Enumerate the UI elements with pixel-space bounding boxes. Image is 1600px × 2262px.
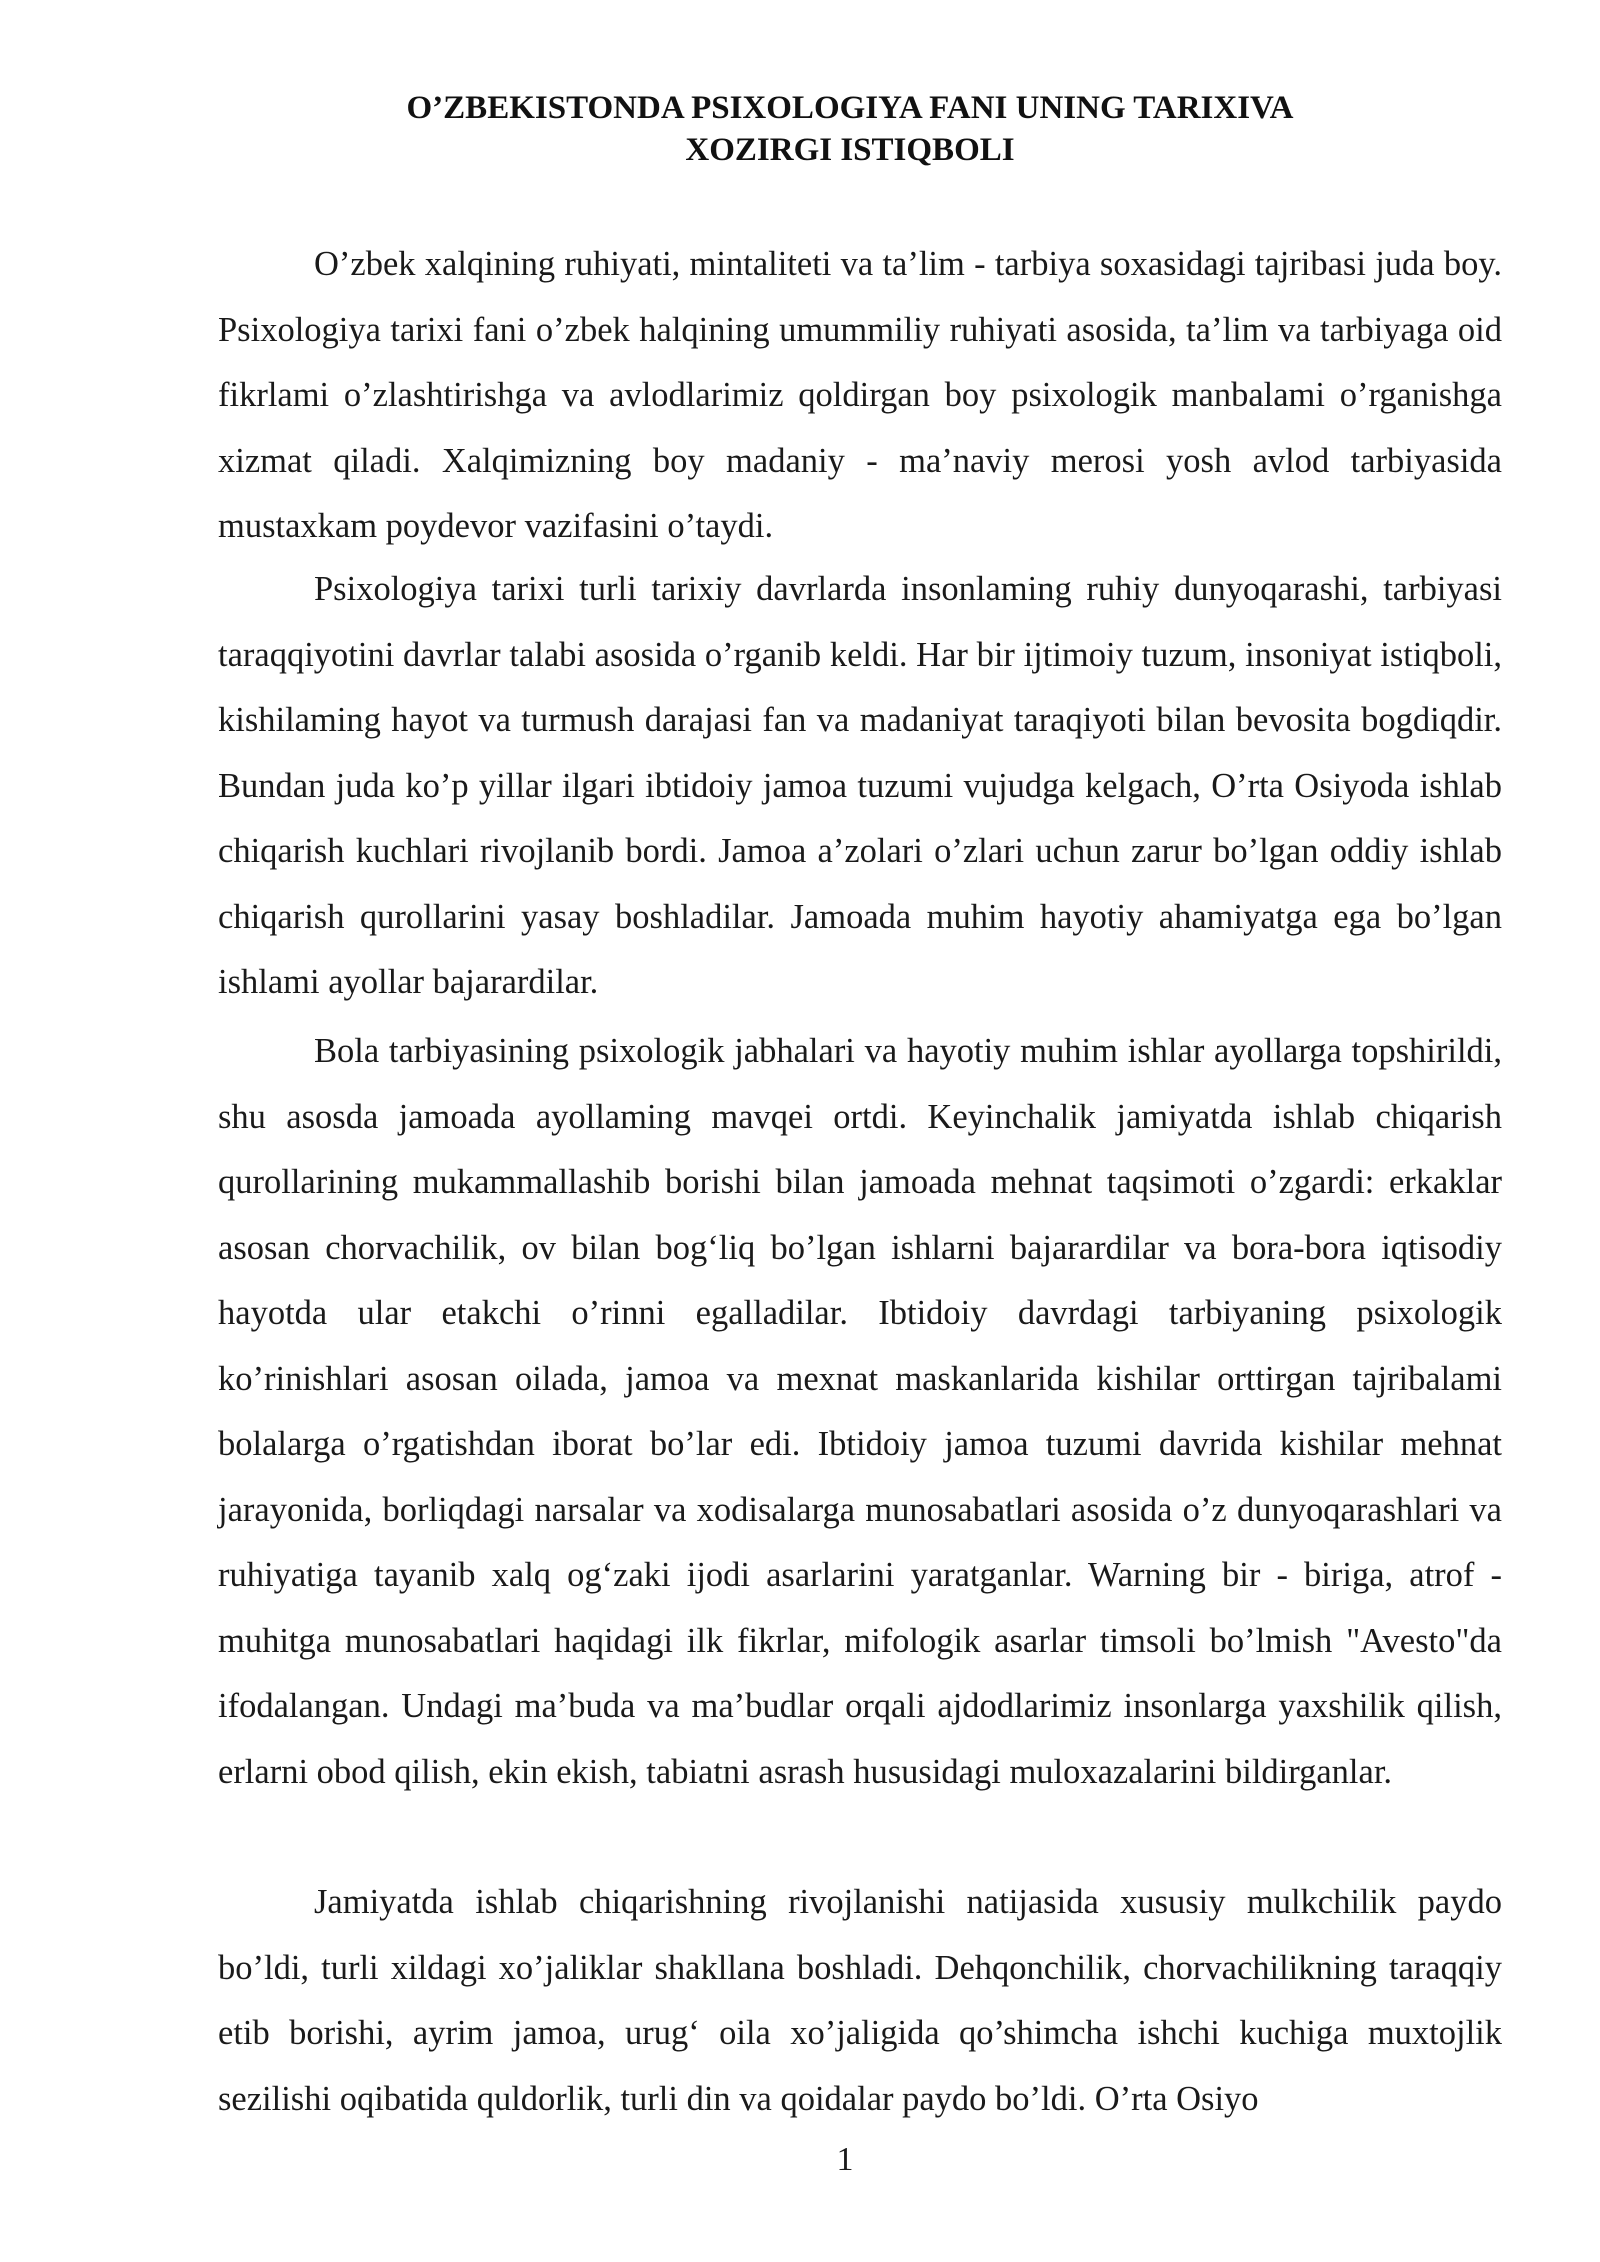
paragraph-1-container — [218, 232, 1502, 560]
document-title-line-1: O’ZBEKISTONDA PSIXOLOGIYA FANI UNING TARIXIVA — [406, 90, 1294, 126]
paragraph-4: Jamiyatda ishlab chiqarishning rivojlanishi natijasida xususiy mulkchilik paydo bo’ldi, turli xildagi xo’jaliklar shakllana boshladi. Dehqonchilik, chorvachilikning taraqqiy etib borishi, ayrim jamoa, urug‘ oila xo’jaligida qo’shimcha ishchi kuchiga muxtojlik sezilishi oqibatida quldorlik, turli din va qoidalar paydo bo’ldi. O’rta Osiyo — [218, 1883, 1502, 2118]
paragraph-3-container — [218, 1019, 1502, 1805]
paragraph-2-container — [218, 557, 1502, 1016]
paragraph-4-container — [218, 1870, 1502, 2132]
paragraph-3: Bola tarbiyasining psixologik jabhalari va hayotiy muhim ishlar ayollarga topshirildi, shu asosda jamoada ayollaming mavqei ortdi. Keyinchalik jamiyatda ishlab chiqarish qurollarining mukammallashib borishi bilan jamoada mehnat taqsimoti o’zgardi: erkaklar asosan chorvachilik, ov bilan bog‘liq bo’lgan ishlarni bajarardilar va bora-bora iqtisodiy hayotda ular etakchi o’rinni egalladilar. Ibtidoiy davrdagi tarbiyaning psixologik ko’rinishlari asosan oilada, jamoa va mexnat maskanlarida kishilar orttirgan tajribalami bolalarga o’rgatishdan iborat bo’lar edi. Ibtidoiy jamoa tuzumi davrida kishilar mehnat jarayonida, borliqdagi narsalar va xodisalarga munosabatlari asosida o’z dunyoqarashlari va ruhiyatiga tayanib xalq og‘zaki ijodi asarlarini yaratganlar. Warning bir - biriga, atrof - muhitga munosabatlari haqidagi ilk fikrlar, mifologik asarlar timsoli bo’lmish "Avesto"da ifodalangan. Undagi ma’buda va ma’budlar orqali ajdodlarimiz insonlarga yaxshilik qilish, erlarni obod qilish, ekin ekish, tabiatni asrash hususidagi muloxazalarini bildirganlar. — [218, 1032, 1502, 1791]
document-title-line-2: XOZIRGI ISTIQBOLI — [685, 132, 1015, 168]
paragraph-1: O’zbek xalqining ruhiyati, mintaliteti va ta’lim - tarbiya soxasidagi tajribasi juda boy. Psixologiya tarixi fani o’zbek halqining umummiliy ruhiyati asosida, ta’lim va tarbiyaga oid fikrlami o’zlashtirishga va avlodlarimiz qoldirgan boy psixologik manbalami o’rganishga xizmat qiladi. Xalqimizning boy madaniy - ma’naviy merosi yosh avlod tarbiyasida mustaxkam poydevor vazifasini o’taydi. — [218, 245, 1502, 545]
page-number: 1 — [836, 2141, 854, 2178]
paragraph-2: Psixologiya tarixi turli tarixiy davrlarda insonlaming ruhiy dunyoqarashi, tarbiyasi taraqqiyotini davrlar talabi asosida o’rganib keldi. Har bir ijtimoiy tuzum, insoniyat istiqboli, kishilaming hayot va turmush darajasi fan va madaniyat taraqiyoti bilan bevosita bogdiqdir. Bundan juda ko’p yillar ilgari ibtidoiy jamoa tuzumi vujudga kelgach, O’rta Osiyoda ishlab chiqarish kuchlari rivojlanib bordi. Jamoa a’zolari o’zlari uchun zarur bo’lgan oddiy ishlab chiqarish qurollarini yasay boshladilar. Jamoada muhim hayotiy ahamiyatga ega bo’lgan ishlami ayollar bajarardilar. — [218, 570, 1502, 1001]
